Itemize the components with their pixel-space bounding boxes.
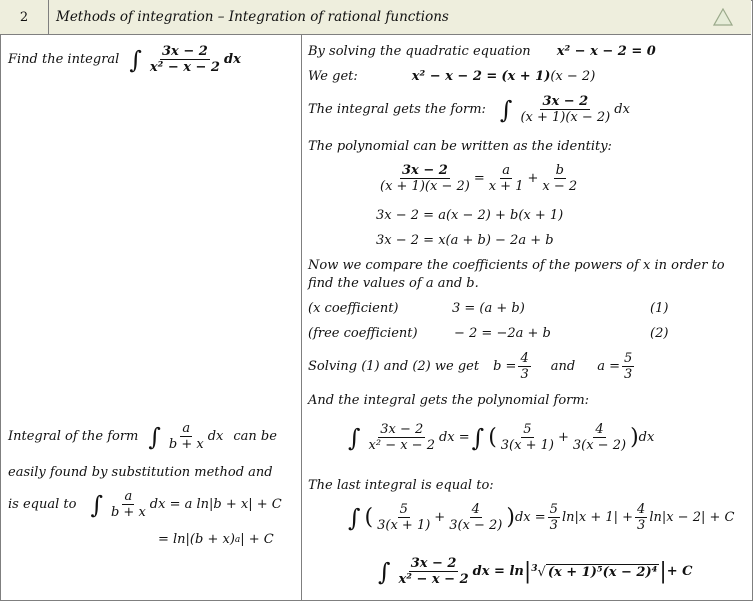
left-equal-line [8, 489, 282, 520]
integral-sign: ∫ [129, 45, 142, 74]
pf-dx-eq: dx = [438, 430, 470, 445]
left-integral-fraction [148, 44, 222, 75]
solve-text: By solving the quadratic equation [308, 44, 531, 59]
fraction-numerator: 3x − 2 [162, 44, 208, 59]
exponent-a: a [234, 534, 241, 545]
polynomial-form-text: And the integral gets the polynomial form: [308, 393, 590, 408]
li-dx-eq: dx = [514, 510, 546, 525]
plus-sign: + [434, 510, 446, 525]
paren-close: ) [506, 505, 515, 530]
fraction-numerator: 5 [399, 502, 408, 517]
form-text: The integral gets the form: [308, 102, 486, 117]
fraction-numerator: 3x − 2 [402, 163, 448, 178]
fraction-numerator: 4 [471, 502, 480, 517]
final-dx-eq: dx = ln [472, 564, 524, 579]
we-get-text: We get: [308, 69, 358, 84]
fraction-denominator: 3(x + 1) [377, 518, 431, 533]
left-form-line [8, 421, 277, 452]
fraction-denominator: b + x [110, 505, 146, 520]
paren-close: ) [630, 425, 639, 450]
fraction-denominator: 3 [637, 518, 646, 533]
quadratic-equation: x² − x − 2 = 0 [556, 44, 656, 59]
section-header [0, 0, 751, 35]
final-fraction [397, 556, 471, 587]
solving-text: Solving (1) and (2) we get [308, 359, 480, 374]
polynomial-form-equation [346, 422, 654, 453]
li-coefficient-1 [548, 502, 560, 533]
paren-open: ( [488, 425, 497, 450]
column-divider [301, 35, 302, 600]
integral-sign: ∫ [471, 423, 485, 452]
form-label-1: Integral of the form [8, 429, 139, 444]
pf-fraction-1 [499, 422, 556, 453]
a-lhs: a = [597, 359, 620, 374]
identity-fraction [378, 163, 472, 194]
equal-fraction [109, 489, 148, 520]
fraction-numerator: b [555, 163, 564, 178]
fraction-denominator: 3(x − 2) [572, 438, 627, 453]
final-result-equation [376, 556, 693, 587]
fraction-denominator: 3(x − 2) [449, 518, 503, 533]
fraction-numerator: 4 [520, 351, 529, 366]
free-coefficient-equation: − 2 = −2a + b [454, 326, 551, 341]
fraction-denominator: x − 2 [542, 179, 578, 194]
integral-sign: ∫ [348, 423, 361, 452]
equals-sign: = [473, 171, 485, 186]
fraction-numerator: 5 [523, 422, 532, 437]
fraction-numerator: 5 [623, 351, 633, 366]
fraction-denominator: 3 [520, 367, 529, 382]
fraction-numerator: 4 [637, 502, 646, 517]
triangle-up-icon[interactable] [713, 8, 733, 26]
radicand: (x + 1)⁵(x − 2)⁴ [547, 564, 658, 580]
x-coefficient-equation: 3 = (a + b) [452, 301, 525, 316]
fraction-denominator: x² − x − 2 [368, 438, 435, 453]
plus-sign: + [527, 171, 539, 186]
identity-line-3: 3x − 2 = x(a + b) − 2a + b [376, 233, 554, 248]
identity-line-2: 3x − 2 = a(x − 2) + b(x + 1) [376, 208, 564, 223]
paren-open: ( [364, 505, 374, 530]
form-fraction [167, 421, 206, 452]
factored-rhs-1: (x + 1) [501, 69, 551, 84]
section-number: 2 [0, 0, 49, 34]
abs-bar-open: | [523, 559, 532, 584]
identity-a-fraction [487, 163, 526, 194]
abs-bar-close: | [659, 559, 667, 584]
fraction-denominator: b + x [168, 437, 204, 452]
fraction-numerator: a [502, 163, 510, 178]
equal-label: is equal to [8, 497, 77, 512]
form-label-2: can be [233, 429, 277, 444]
last-integral-text: The last integral is equal to: [308, 478, 494, 493]
dx-label: dx [614, 102, 630, 117]
integral-sign: ∫ [148, 422, 161, 451]
equation-tag-1: (1) [650, 301, 669, 316]
cube-root: 3 √ (x + 1)⁵(x − 2)⁴ [531, 563, 658, 580]
form-line [308, 94, 630, 125]
fraction-denominator: x² − x − 2 [149, 60, 220, 75]
last-integral-equation [346, 502, 734, 533]
li-fraction-1 [375, 502, 432, 533]
solve-line [308, 44, 656, 59]
fraction-denominator: x² − x − 2 [398, 572, 469, 587]
integral-sign: ∫ [90, 490, 103, 519]
li-fraction-2 [447, 502, 504, 533]
compare-line-1: Now we compare the coefficients of the powers of x in order to [308, 258, 725, 273]
find-label: Find the integral [8, 52, 120, 67]
polynomial-text: The polynomial can be written as the identity: [308, 139, 612, 154]
fraction-numerator: a [182, 421, 191, 436]
dx-label: dx [638, 430, 655, 445]
equal-line2: = ln|(b + x) [158, 532, 235, 547]
fraction-numerator: 3x − 2 [542, 94, 589, 109]
solving-line [308, 351, 636, 382]
b-lhs: b = [493, 359, 517, 374]
fraction-denominator: (x + 1)(x − 2) [520, 110, 611, 125]
equal-line2-tail: | + C [240, 532, 274, 547]
fraction-denominator: (x + 1)(x − 2) [380, 179, 470, 194]
compare-line-2: find the values of a and b. [308, 276, 479, 291]
equal-rhs: dx = a ln|b + x| + C [149, 497, 282, 512]
integral-sign: ∫ [378, 557, 391, 586]
left-find-integral [8, 44, 241, 75]
fraction-denominator: 3 [549, 518, 558, 533]
root-index: 3 [531, 563, 538, 574]
equation-tag-2: (2) [650, 326, 669, 341]
b-value-fraction [518, 351, 530, 382]
final-constant: + C [666, 564, 693, 579]
pf-fraction-2 [571, 422, 628, 453]
fraction-numerator: 5 [549, 502, 558, 517]
factored-line [308, 69, 595, 84]
integral-sign: ∫ [499, 95, 513, 124]
li-ln-1: ln|x + 1| + [561, 510, 634, 525]
fraction-denominator: 3 [623, 367, 633, 382]
identity-line-1 [376, 163, 581, 194]
dx-label: dx [207, 429, 224, 444]
pf-fraction [367, 422, 437, 453]
fraction-denominator: 3(x + 1) [500, 438, 554, 453]
section-title: Methods of integration – Integration of rational functions [56, 9, 449, 25]
factored-rhs-2: (x − 2) [550, 69, 596, 84]
identity-b-fraction [540, 163, 579, 194]
x-coefficient-label: (x coefficient) [308, 301, 399, 316]
and-text: and [550, 359, 576, 374]
factored-lhs: x² − x − 2 = [411, 69, 498, 84]
li-ln-2: ln|x − 2| + C [649, 510, 735, 525]
fraction-denominator: x + 1 [488, 179, 524, 194]
fraction-numerator: 4 [595, 422, 604, 437]
a-value-fraction [622, 351, 634, 382]
fraction-numerator: 3x − 2 [410, 556, 457, 571]
li-coefficient-2 [635, 502, 647, 533]
integral-sign: ∫ [348, 503, 361, 532]
fraction-numerator: 3x − 2 [380, 422, 424, 437]
fraction-numerator: a [124, 489, 133, 504]
form-fraction [518, 94, 612, 125]
left-form-line-2: easily found by substitution method and [8, 465, 273, 480]
free-coefficient-label: (free coefficient) [308, 326, 418, 341]
plus-sign: + [557, 430, 569, 445]
dx-label: dx [223, 52, 241, 67]
left-equal-line-2 [158, 532, 274, 547]
